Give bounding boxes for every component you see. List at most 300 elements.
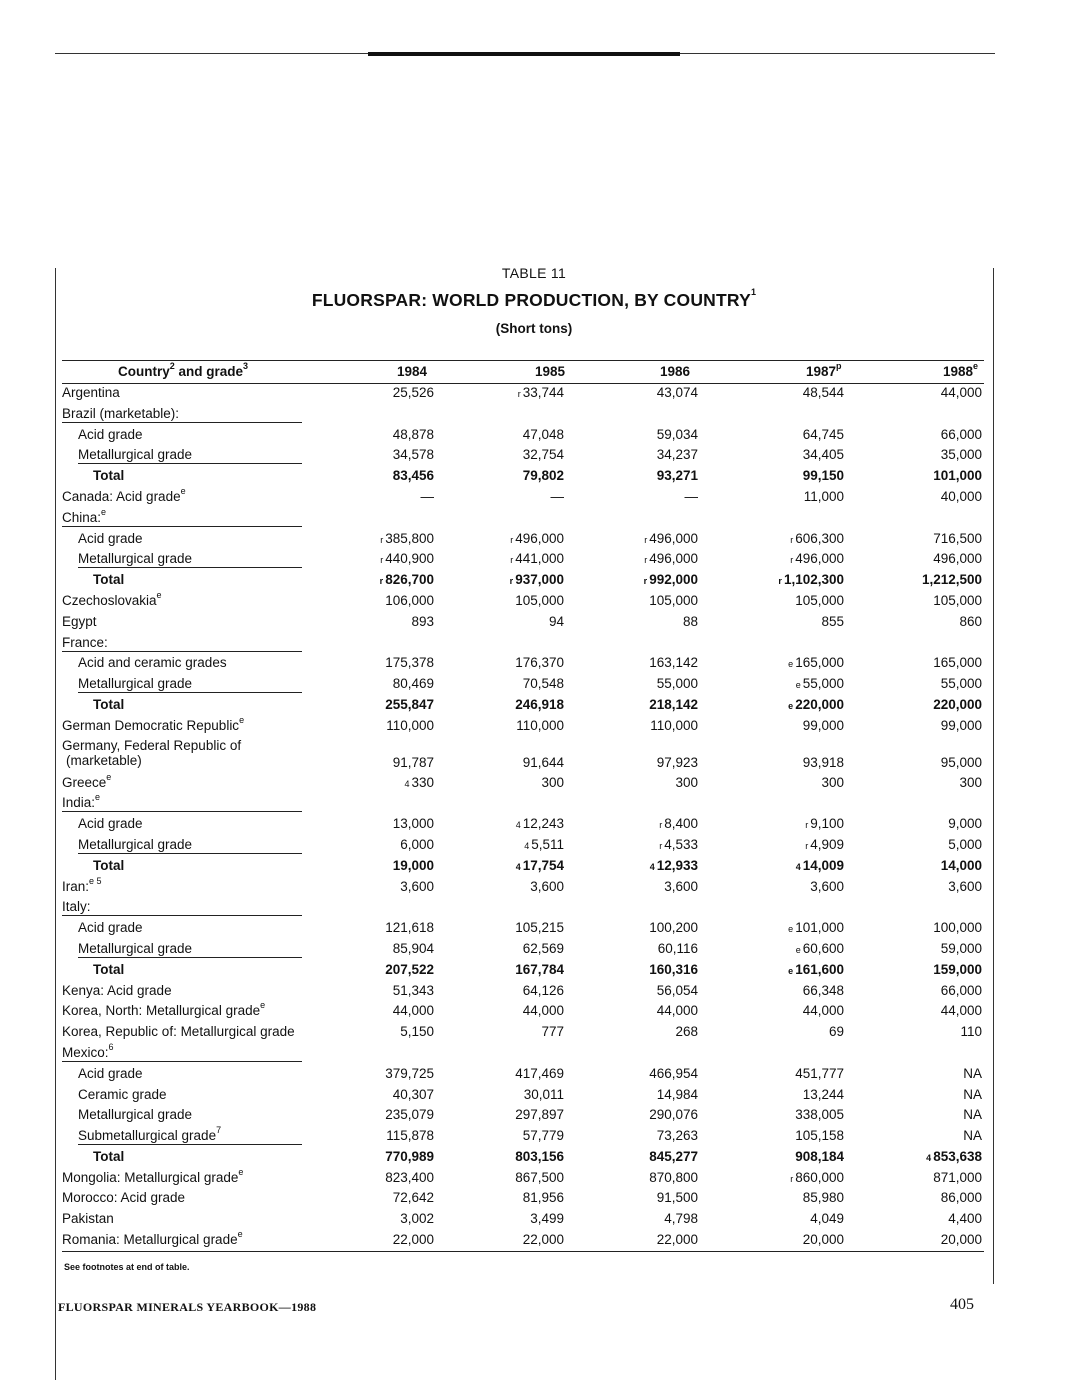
cell-1987 — [724, 879, 844, 894]
table-row — [62, 1188, 984, 1209]
row-label-text: Metallurgical grade — [78, 836, 193, 852]
row-label-text: Romania: Metallurgical grade — [62, 1232, 238, 1248]
cell-1986 — [578, 551, 698, 566]
cell-value: 163,142 — [649, 655, 698, 671]
table-row — [62, 1022, 984, 1043]
cell-value: 44,000 — [656, 1003, 698, 1019]
cell-value: 4,400 — [948, 1211, 982, 1227]
cell-value: 4,533 — [664, 836, 698, 852]
cell-footnote-mark: r — [778, 576, 782, 587]
cell-value: 110 — [960, 1024, 982, 1040]
row-label-sup: e — [237, 1229, 243, 1240]
cell-1986 — [578, 920, 698, 935]
cell-1985 — [444, 1003, 564, 1018]
footer-yearbook: FLUORSPAR MINERALS YEARBOOK—1988 — [58, 1300, 317, 1314]
cell-1987 — [724, 1003, 844, 1018]
cell-1988 — [862, 447, 982, 462]
cell-value: 105,000 — [795, 592, 844, 608]
header-1985: 1985 — [535, 364, 566, 379]
cell-1986 — [578, 962, 698, 977]
cell-value: 66,000 — [940, 426, 982, 442]
left-margin-rule — [55, 268, 56, 1380]
cell-value: 97,923 — [656, 754, 698, 770]
cell-value: 14,000 — [940, 857, 982, 873]
cell-value: 161,600 — [795, 961, 844, 977]
row-label-text: Submetallurgical grade — [78, 1128, 217, 1144]
cell-value: 80,469 — [392, 676, 434, 692]
cell-1984 — [314, 1087, 434, 1102]
row-label-text: India: — [62, 795, 96, 811]
right-margin-rule — [993, 268, 994, 1284]
header-1988-sup: e — [973, 361, 979, 371]
cell-1986 — [578, 655, 698, 670]
row-label-sup: e — [180, 485, 186, 496]
cell-value: 379,725 — [385, 1065, 434, 1081]
cell-1984 — [314, 1232, 434, 1247]
cell-value: 110,000 — [386, 717, 434, 733]
cell-value: 716,500 — [933, 530, 982, 546]
header-1987-text: 1987 — [806, 364, 837, 379]
cell-footnote-mark: r — [510, 555, 514, 566]
cell-value: 34,237 — [656, 447, 698, 463]
cell-value: 105,158 — [795, 1128, 844, 1144]
row-label — [62, 506, 302, 527]
table-total-row — [62, 1147, 984, 1168]
table-title-text: FLUORSPAR: WORLD PRODUCTION, BY COUNTRY — [311, 290, 751, 310]
cell-value: 823,400 — [385, 1169, 434, 1185]
cell-1987 — [724, 1107, 844, 1122]
table-total-row — [62, 466, 984, 487]
table-row — [62, 814, 984, 835]
cell-1984 — [314, 775, 434, 790]
cell-1985 — [444, 962, 564, 977]
cell-1984 — [314, 1190, 434, 1205]
cell-1987 — [724, 655, 844, 670]
header-1987-sup: p — [836, 361, 842, 371]
cell-1985 — [444, 816, 564, 831]
cell-1987 — [724, 531, 844, 546]
cell-value: 30,011 — [523, 1086, 564, 1102]
cell-1985 — [444, 1024, 564, 1039]
row-label — [78, 531, 143, 546]
cell-value: 3,002 — [400, 1211, 434, 1227]
cell-1988 — [862, 572, 982, 587]
row-label — [62, 1024, 295, 1039]
cell-value: 1,102,300 — [783, 572, 844, 588]
cell-1984 — [314, 697, 434, 712]
table-unit: (Short tons) — [495, 321, 573, 336]
cell-value: 441,000 — [515, 551, 564, 567]
cell-value: 855 — [821, 613, 844, 629]
cell-value: 385,800 — [385, 530, 434, 546]
row-label-text: Acid grade — [78, 920, 143, 936]
cell-value: 110,000 — [650, 717, 698, 733]
cell-1988 — [862, 1232, 982, 1247]
row-label — [93, 572, 124, 587]
cell-1988 — [862, 858, 982, 873]
cell-value: 300 — [541, 774, 564, 790]
row-label-text: Egypt — [62, 613, 97, 629]
cell-value: 85,904 — [392, 940, 434, 956]
cell-1984 — [314, 920, 434, 935]
table-row — [62, 1126, 984, 1147]
cell-value: 826,700 — [385, 572, 434, 588]
cell-1986 — [578, 676, 698, 691]
cell-value: 417,469 — [515, 1065, 564, 1081]
row-label-text: Total — [93, 857, 125, 873]
row-label-sup: e — [260, 1000, 266, 1011]
row-label-text: China: — [62, 509, 102, 525]
table-row — [62, 1085, 984, 1106]
cell-value: 44,000 — [802, 1003, 844, 1019]
cell-value: — — [550, 488, 564, 504]
cell-value: 64,126 — [522, 982, 564, 998]
cell-1987 — [724, 775, 844, 790]
row-label-text: Acid and ceramic grades — [78, 655, 227, 671]
cell-value: 451,777 — [795, 1065, 844, 1081]
cell-value: 871,000 — [933, 1169, 982, 1185]
table-total-row — [62, 960, 984, 981]
cell-value: 99,150 — [802, 468, 844, 484]
cell-value: 60,116 — [657, 940, 698, 956]
cell-1984 — [314, 676, 434, 691]
cell-1986 — [578, 697, 698, 712]
table-header — [62, 360, 984, 384]
cell-1986 — [578, 879, 698, 894]
cell-1988 — [862, 1190, 982, 1205]
cell-1987 — [724, 468, 844, 483]
header-country-sup: 2 — [169, 361, 175, 371]
cell-footnote-mark: r — [659, 840, 663, 851]
cell-value: 3,600 — [664, 878, 698, 894]
cell-value: 19,000 — [392, 857, 434, 873]
cell-1987 — [724, 1128, 844, 1143]
cell-value: 496,000 — [795, 551, 844, 567]
row-label — [62, 1041, 302, 1062]
row-label-text: Metallurgical grade — [78, 940, 193, 956]
cell-value: 47,048 — [522, 426, 564, 442]
cell-1988 — [862, 655, 982, 670]
cell-value: 72,642 — [392, 1190, 434, 1206]
cell-1985 — [444, 551, 564, 566]
header-country — [118, 361, 249, 379]
cell-value: 20,000 — [802, 1232, 844, 1248]
cell-1988 — [862, 697, 982, 712]
cell-value: 4,909 — [810, 836, 844, 852]
cell-1985 — [444, 879, 564, 894]
table-row — [62, 508, 984, 529]
row-label-text: Germany, Federal Republic of — [62, 737, 242, 753]
cell-1986 — [578, 572, 698, 587]
cell-value: 11,000 — [803, 488, 844, 504]
cell-value: 22,000 — [522, 1232, 564, 1248]
cell-footnote-mark: r — [379, 576, 384, 587]
cell-value: 25,526 — [392, 385, 434, 400]
cell-footnote-mark: e — [788, 924, 794, 935]
cell-1987 — [724, 941, 844, 956]
row-label — [62, 589, 162, 608]
cell-footnote-mark: r — [644, 555, 648, 566]
cell-value: 165,000 — [933, 655, 982, 671]
cell-footnote-mark: 4 — [795, 861, 801, 872]
cell-1988 — [862, 489, 982, 504]
footnote: See footnotes at end of table. — [64, 1262, 190, 1272]
cell-1985 — [444, 447, 564, 462]
row-label-text: Kenya: Acid grade — [62, 982, 172, 998]
cell-1984 — [314, 1024, 434, 1039]
cell-value: 937,000 — [515, 572, 564, 588]
cell-value: 110,000 — [516, 717, 564, 733]
cell-value: 220,000 — [933, 696, 982, 712]
cell-1985 — [444, 718, 564, 733]
row-label-text: France: — [62, 634, 108, 650]
row-label-sup: e — [238, 1166, 244, 1177]
table-row — [62, 549, 984, 570]
cell-1985 — [444, 941, 564, 956]
row-label-text: Czechoslovakia — [62, 592, 157, 608]
row-label — [62, 1229, 243, 1248]
cell-value: 992,000 — [649, 572, 698, 588]
cell-value: 5,511 — [531, 836, 564, 852]
cell-value: 93,271 — [656, 468, 698, 484]
cell-1984 — [314, 1170, 434, 1185]
row-label-text: Metallurgical grade — [78, 676, 193, 692]
cell-footnote-mark: r — [509, 576, 514, 587]
cell-value: 94 — [548, 613, 564, 629]
table-total-row — [62, 856, 984, 877]
cell-1986 — [578, 1107, 698, 1122]
row-label — [93, 962, 124, 977]
row-label — [62, 771, 112, 790]
cell-1985 — [444, 489, 564, 504]
cell-1984 — [314, 1128, 434, 1143]
row-label-text: Acid grade — [78, 530, 143, 546]
cell-value: 86,000 — [940, 1190, 982, 1206]
table-row — [62, 918, 984, 939]
cell-1987 — [724, 755, 844, 770]
cell-1985 — [444, 858, 564, 873]
cell-1988 — [862, 1170, 982, 1185]
cell-value: 246,918 — [515, 696, 564, 712]
cell-footnote-mark: 4 — [515, 861, 521, 872]
cell-1984 — [314, 468, 434, 483]
cell-value: 105,000 — [649, 592, 698, 608]
cell-value: 59,034 — [656, 426, 698, 442]
cell-1988 — [862, 385, 982, 400]
cell-value: 235,079 — [385, 1107, 434, 1123]
row-label — [62, 1000, 266, 1019]
cell-1985 — [444, 531, 564, 546]
cell-value: 3,600 — [530, 878, 564, 894]
cell-1984 — [314, 655, 434, 670]
cell-value: 9,100 — [810, 816, 844, 832]
cell-value: 121,618 — [385, 920, 434, 936]
row-label — [62, 614, 97, 629]
cell-value: 860 — [959, 613, 982, 629]
cell-footnote-mark: e — [788, 659, 794, 670]
cell-1985 — [444, 755, 564, 770]
cell-1987 — [724, 551, 844, 566]
cell-value: 3,499 — [530, 1211, 564, 1227]
cell-value: 12,243 — [522, 816, 564, 832]
table-row — [62, 1168, 984, 1189]
table-row — [62, 445, 984, 466]
cell-footnote-mark: 4 — [404, 778, 410, 789]
row-label-sup: 7 — [216, 1125, 222, 1136]
cell-value: 268 — [675, 1024, 698, 1040]
cell-1984 — [314, 1211, 434, 1226]
cell-value: 176,370 — [515, 655, 564, 671]
cell-value: 845,277 — [649, 1148, 698, 1164]
row-label-text: Iran: — [62, 878, 90, 894]
cell-value: 9,000 — [948, 816, 982, 832]
cell-1985 — [444, 1128, 564, 1143]
row-label — [78, 941, 302, 958]
cell-1988 — [862, 1003, 982, 1018]
cell-1986 — [578, 614, 698, 629]
cell-1984 — [314, 941, 434, 956]
cell-1986 — [578, 755, 698, 770]
row-label — [62, 1166, 244, 1185]
cell-1988 — [862, 962, 982, 977]
cell-value: 105,000 — [515, 592, 564, 608]
cell-value: 496,000 — [515, 530, 564, 546]
cell-1987 — [724, 983, 844, 998]
cell-value: 803,156 — [515, 1148, 564, 1164]
row-label — [78, 816, 143, 831]
cell-value: 908,184 — [795, 1148, 844, 1164]
cell-value: 12,933 — [656, 857, 698, 873]
cell-value: 48,878 — [392, 426, 434, 442]
cell-value: 101,000 — [795, 920, 844, 936]
row-label — [62, 1211, 114, 1226]
table-row — [62, 737, 984, 773]
cell-footnote-mark: 4 — [515, 820, 521, 831]
table-row — [62, 1230, 984, 1252]
cell-1984 — [314, 1149, 434, 1164]
cell-value: 860,000 — [795, 1169, 844, 1185]
cell-value: 88 — [682, 613, 698, 629]
cell-value: 300 — [675, 774, 698, 790]
cell-value: 4,798 — [664, 1211, 698, 1227]
cell-footnote-mark: 4 — [649, 861, 655, 872]
cell-value: 85,980 — [802, 1190, 844, 1206]
row-label — [62, 385, 120, 400]
cell-value: 3,600 — [948, 878, 982, 894]
row-label — [78, 447, 302, 464]
row-label — [62, 714, 245, 733]
row-label-text: Argentina — [62, 385, 120, 400]
cell-1988 — [862, 551, 982, 566]
cell-value: 81,956 — [522, 1190, 564, 1206]
cell-1984 — [314, 593, 434, 608]
cell-value: 105,000 — [933, 592, 982, 608]
cell-1987 — [724, 676, 844, 691]
cell-1987 — [724, 1024, 844, 1039]
cell-1987 — [724, 920, 844, 935]
table-row — [62, 877, 984, 898]
table-row — [62, 1043, 984, 1064]
cell-1984 — [314, 879, 434, 894]
row-label — [93, 1149, 124, 1164]
cell-value: 3,600 — [400, 878, 434, 894]
cell-value: 175,378 — [385, 655, 434, 671]
cell-value: 8,400 — [664, 816, 698, 832]
cell-1988 — [862, 1211, 982, 1226]
cell-value: 853,638 — [933, 1148, 982, 1164]
cell-value: 40,307 — [392, 1086, 434, 1102]
cell-value: 159,000 — [933, 961, 982, 977]
cell-1987 — [724, 1190, 844, 1205]
cell-1988 — [862, 983, 982, 998]
table-body — [62, 383, 984, 1252]
cell-footnote-mark: r — [510, 534, 514, 545]
cell-1986 — [578, 775, 698, 790]
cell-1984 — [314, 816, 434, 831]
cell-footnote-mark: e — [795, 944, 801, 955]
cell-value: 79,802 — [522, 468, 564, 484]
cell-1988 — [862, 1087, 982, 1102]
table-total-row — [62, 570, 984, 591]
row-label-text: Mongolia: Metallurgical grade — [62, 1169, 239, 1185]
cell-value: 496,000 — [933, 551, 982, 567]
cell-1984 — [314, 837, 434, 852]
row-label-sup: e — [239, 714, 245, 725]
row-label-text: Pakistan — [62, 1211, 114, 1227]
table-row — [62, 897, 984, 918]
row-label-line2: (marketable) — [66, 752, 142, 768]
cell-value: 44,000 — [392, 1003, 434, 1019]
row-label-sup: e — [106, 771, 112, 782]
cell-1984 — [314, 572, 434, 587]
cell-1986 — [578, 1232, 698, 1247]
cell-1987 — [724, 1170, 844, 1185]
cell-footnote-mark: r — [805, 820, 809, 831]
cell-footnote-mark: r — [805, 840, 809, 851]
row-label-sup: e — [95, 792, 101, 803]
cell-1987 — [724, 593, 844, 608]
row-label — [78, 837, 302, 854]
header-1987 — [806, 361, 842, 379]
cell-1985 — [444, 697, 564, 712]
cell-1985 — [444, 593, 564, 608]
table-row — [62, 404, 984, 425]
cell-value: 66,000 — [940, 982, 982, 998]
table-title-footnote: 1 — [750, 287, 757, 297]
cell-value: 338,005 — [795, 1107, 844, 1123]
row-label — [62, 406, 302, 423]
table-row — [62, 1105, 984, 1126]
table-row — [62, 487, 984, 508]
header-1984: 1984 — [397, 364, 428, 379]
cell-1985 — [444, 385, 564, 400]
table-row — [62, 835, 984, 856]
cell-1988 — [862, 1066, 982, 1081]
row-label-text: Metallurgical grade — [78, 447, 193, 463]
cell-value: 44,000 — [940, 1003, 982, 1019]
cell-value: 57,779 — [522, 1128, 564, 1144]
cell-value: 32,754 — [522, 447, 564, 463]
cell-1988 — [862, 1107, 982, 1122]
cell-value: 606,300 — [795, 530, 844, 546]
cell-1988 — [862, 593, 982, 608]
cell-value: 22,000 — [656, 1232, 698, 1248]
cell-value: 60,600 — [802, 940, 844, 956]
cell-1986 — [578, 593, 698, 608]
row-label-text: Korea, Republic of: Metallurgical grade — [62, 1024, 295, 1040]
cell-value: 64,745 — [802, 426, 844, 442]
cell-footnote-mark: 4 — [524, 840, 530, 851]
